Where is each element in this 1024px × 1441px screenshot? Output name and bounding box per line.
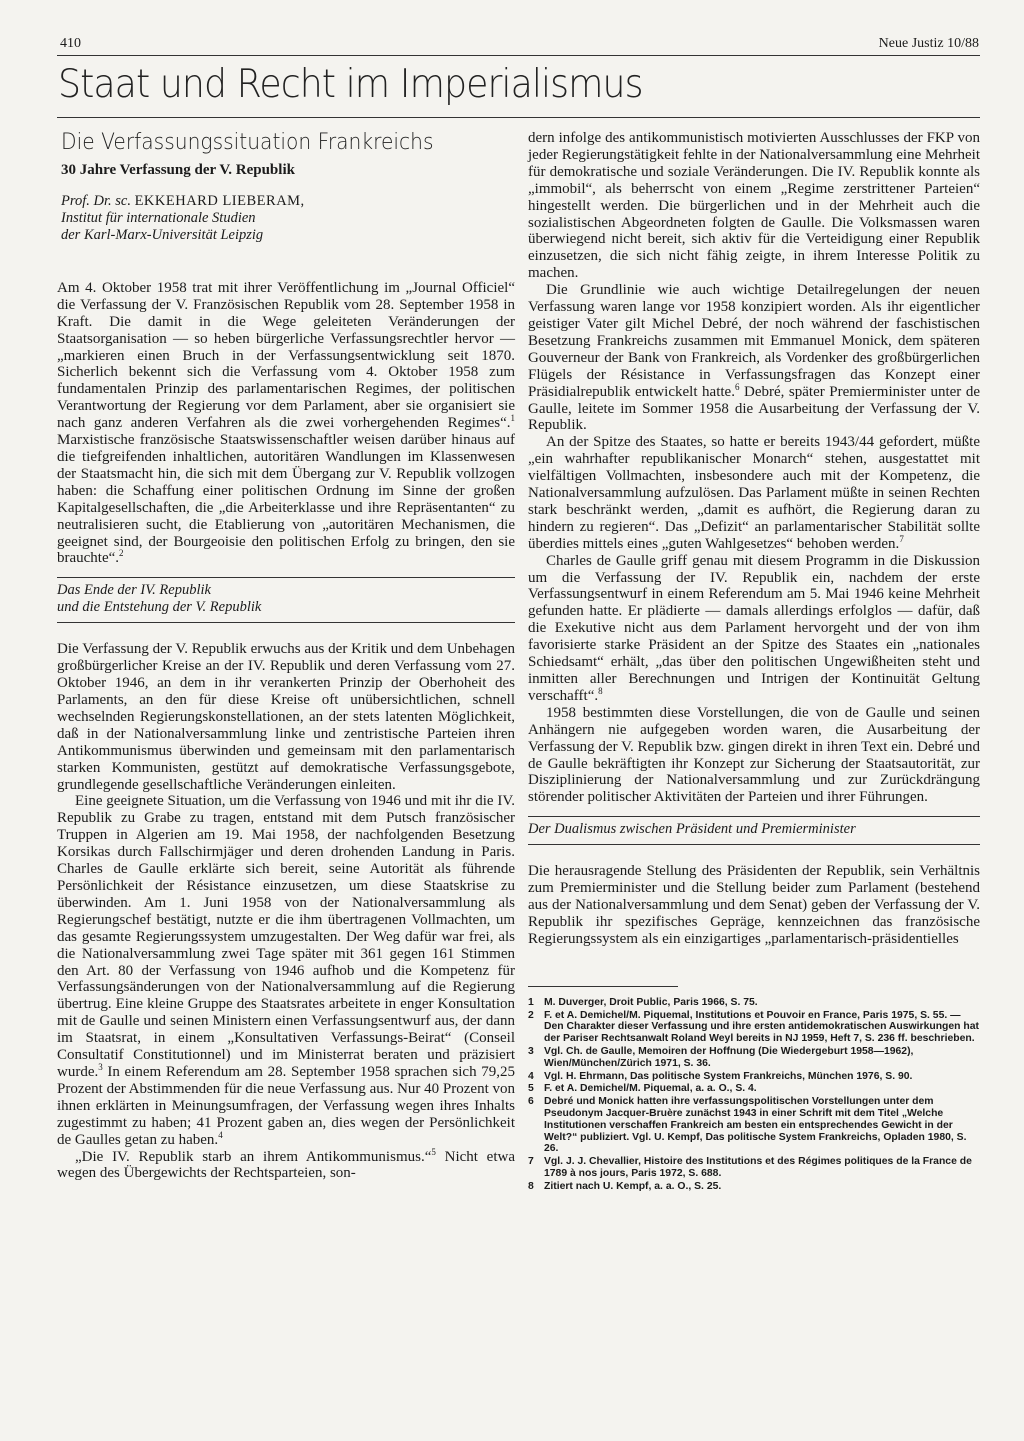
section-heading: Der Dualismus zwischen Präsident und Premierminister xyxy=(528,816,980,845)
body-paragraph: Charles de Gaulle griff genau mit diesem Programm in die Diskussion um die Verfassung der IV. Republik ein, nachdem der erste Verfassungsentwurf in einem Referendum am 5. Mai 1946 keine Mehrheit gefunden hatte. Er plädierte — damals allerdings erfolglos — dafür, daß die Exekutive nicht aus dem Parlament hervorgeht und der von ihm favorisierte starke Präsident an der Spitze des Staates ein „nationales Schiedsamt“ erhält, „das über den politischen Ungewißheiten steht und inmitten aller Berechnungen und Intrigen der Kontinuität Geltung verschafft“.$^8$ xyxy=(528,552,980,704)
footnote-rule xyxy=(528,986,678,987)
footnote-ref-1: 1 xyxy=(510,413,515,424)
footnote: 8 Zitiert nach U. Kempf, a. a. O., S. 25. xyxy=(528,1180,722,1192)
body-paragraph: „Die IV. Republik starb an ihrem Antikommunismus.“$^5$ Nicht etwa wegen des Übergewichts der Rechtsparteien, son- xyxy=(57,1146,515,1182)
author-name: EKKEHARD LIEBERAM, xyxy=(134,192,305,209)
right-column xyxy=(528,130,980,1194)
footnote: 7 Vgl. J. J. Chevallier, Histoire des Institutions et des Régimes politiques de la France de 1789 à nos jours, Paris 1972, S. 688. xyxy=(528,1156,972,1179)
author-institute: Institut für internationale Studien xyxy=(61,209,256,226)
title-rule xyxy=(57,117,980,118)
footnote: 2 F. et A. Demichel/M. Piquemal, Institutions et Pouvoir en France, Paris 1975, S. 55. — Den Charakter dieser Verfassung und ihre ersten antidemokratischen Auswirkungen hat der Pariser Rechtsanwalt Roland Weyl bereits in NJ 1959, Heft 7, S. 236 ff. beschrieben. xyxy=(528,1009,979,1045)
header-rule xyxy=(57,55,980,56)
author-prefix: Prof. Dr. sc. xyxy=(61,192,131,209)
intro-paragraph: Am 4. Oktober 1958 trat mit ihrer Veröffentlichung im „Journal Officiel“ die Verfassung der V. Französischen Republik vom 28. September 1958 in Kraft. Die damit in die Wege geleiteten Veränderungen der Staatsorganisation — so heben bürgerliche Verfassungsrechtler hervor — „markieren einen Bruch in der Verfassungsentwicklung seit 1870. Sicherlich bekennt sich die Verfassung vom 4. Oktober 1958 zum fundamentalen Prinzip des parlamentarischen Regimes, der politischen Verantwortung der Regierung vor dem Parlament, aber sie organisiert sie nach ganz anderen Verfahren als die zwei vorhergehenden Regimes“.$^1$ Marxistische französische Staatswissenschaftler weisen darüber hinaus auf die tiefgreifenden inhaltlichen, autoritären Wandlungen im Klassenwesen der Staatsmacht hin, die sich mit dem Übergang zur V. Republik vollzogen haben: die Schaffung einer politischen Ordnung im Sinne der großen Kapitalgesellschaften, die „die Arbeiterklasse und ihre Repräsentanten“ zu neutralisieren sucht, die Etablierung von „autoritären Mechanismen, die geeignet sind, der Bourgeoisie den politischen Erfolg zu bringen, den sie brauchte“.$^2$ xyxy=(57,279,515,567)
footnote-ref-5: 5 xyxy=(431,1146,436,1157)
footnote-ref-2: 2 xyxy=(119,548,124,559)
left-column xyxy=(57,130,515,1182)
footnote-ref-4: 4 xyxy=(218,1129,223,1140)
body-paragraph: An der Spitze des Staates, so hatte er bereits 1943/44 gefordert, müßte „ein wahrhafter republikanischer Monarch“ stehen, ausgestattet mit vielfältigen Vollmachten, insbesondere auch mit der Kompetenz, die Nationalversammlung aufzulösen. Das Parlament müßte in seinen Rechten stark beschränkt werden, „damit es aufhört, die Regierung daran zu hindern zu regieren“. Das „Defizit“ an parlamentarischer Stabilität sollte überdies mittels eines „guten Wahlgesetzes“ behoben werden.$^7$ xyxy=(528,434,980,552)
page-number: 410 xyxy=(60,36,81,51)
body-paragraph: 1958 bestimmten diese Vorstellungen, die von de Gaulle und seinen Anhängern nie aufgegeben worden waren, die Ausarbeitung der Verfassung der V. Republik bzw. gingen direkt in ihren Text ein. Debré und de Gaulle bekräftigten ihr Konzept zur Sicherung der Staatsautorität, zur Disziplinierung der Nationalversammlung und zur Zurückdrängung störender politischer Aktivitäten der Parteien und ihrer Führungen. xyxy=(528,704,980,806)
footnote: 4 Vgl. H. Ehrmann, Das politische System Frankreichs, München 1976, S. 90. xyxy=(528,1070,913,1082)
body-paragraph: dern infolge des antikommunistisch motivierten Ausschlusses der FKP von jeder Regierungstätigkeit fehlte in der Nationalversammlung eine Mehrheit für demokratische und soziale Veränderungen. Die IV. Republik konnte als „immobil“, als beherrscht von einem „Regime zerstrittener Parteien“ hingestellt werden. Die bürgerlichen und in der Mehrheit auch die sozialistischen Abgeordneten folgten de Gaulle. Die Volksmassen waren überwiegend nicht bereit, sich aktiv für die Verteidigung einer Republik einzusetzen, die sich nicht fähig zeigte, in ihrem Interesse Politik zu machen. xyxy=(528,130,980,282)
footnote-ref-8: 8 xyxy=(598,685,603,696)
article-title: Die Verfassungssituation Frankreichs xyxy=(61,130,434,155)
section-heading: Das Ende der IV. Republik und die Entstehung der V. Republik xyxy=(57,577,515,623)
body-paragraph: Die Verfassung der V. Republik erwuchs aus der Kritik und dem Unbehagen großbürgerlicher Kreise an der IV. Republik und deren Verfassung vom 27. Oktober 1946, an dem in ihr verankerten Prinzip der Oberhoheit des Parlaments, an den für diese Kreise oft unübersichtlichen, schnell wechselnden Regierungskonstellationen, an der stets latenten Möglichkeit, daß in der Nationalversammlung linke und zentristische Parteien ihren Antikommunismus überwinden und gemeinsam mit den parlamentarisch starken Kommunisten, gestützt auf demokratische Verfassungsgebote, grundlegende gesellschaftliche Veränderungen einleiten. xyxy=(57,641,515,793)
body-paragraph: Die Grundlinie wie auch wichtige Detailregelungen der neuen Verfassung waren lange vor 1958 konzipiert worden. Als ihr eigentlicher geistiger Vater gilt Michel Debré, der noch während der faschistischen Besetzung Frankreichs zusammen mit Emmanuel Monick, dem späteren Gouverneur der Bank von Frankreich, als Vordenker des großbürgerlichen Flügels der Résistance in Verfassungsfragen das Konzept einer Präsidialrepublik entwickelt hatte.$^6$ Debré, später Premierminister unter de Gaulle, leitete im Sommer 1958 die Ausarbeitung der Verfassung der V. Republik. xyxy=(528,282,980,434)
author-university: der Karl-Marx-Universität Leipzig xyxy=(61,226,264,243)
section-title: Staat und Recht im Imperialismus xyxy=(58,62,643,107)
article-kicker: 30 Jahre Verfassung der V. Republik xyxy=(61,162,295,178)
footnote-ref-6: 6 xyxy=(734,381,740,392)
author-block xyxy=(61,193,515,244)
journal-issue: Neue Justiz 10/88 xyxy=(878,36,979,51)
footnotes xyxy=(528,997,980,1193)
footnote-ref-3: 3 xyxy=(98,1061,103,1072)
footnote: 5 F. et A. Demichel/M. Piquemal, a. a. O., S. 4. xyxy=(528,1083,757,1095)
footnote: 3 Vgl. Ch. de Gaulle, Memoiren der Hoffnung (Die Wiedergeburt 1958—1962), Wien/München/Zürich 1971, S. 36. xyxy=(528,1045,914,1069)
footnote: 6 Debré und Monick hatten ihre verfassungspolitischen Vorstellungen unter dem Pseudonym Jacquer-Bruère zunächst 1943 in einer Schrift mit dem Titel „Welche Institutionen verschaffen Frankreich am besten ein entsprechendes Gewicht in der Welt?“ publiziert. Vgl. U. Kempf, Das politische System Frankreichs, Opladen 1980, S. 26. xyxy=(528,1096,967,1155)
footnote-ref-7: 7 xyxy=(899,533,904,544)
body-paragraph: Eine geeignete Situation, um die Verfassung von 1946 und mit ihr die IV. Republik zu Grabe zu tragen, entstand mit dem Putsch französischer Truppen in Algerien am 19. Mai 1958, der nachfolgenden Besetzung Korsikas durch Fallschirmjäger und deren drohenden Landung in Paris. Charles de Gaulle erklärte sich bereit, seine Autorität als führende Persönlichkeit der Résistance einzusetzen, um diese Staatskrise zu überwinden. Am 1. Juni 1958 von der Nationalversammlung als Regierungschef bestätigt, nutzte er die ihm übertragenen Vollmachten, um das gesamte Regierungssystem umzugestalten. Der Weg dafür war frei, als die Nationalversammlung zwei Tage später mit 361 gegen 161 Stimmen den Art. 80 der Verfassung von 1946 aufhob und die Kompetenz für Verfassungsänderungen von der Nationalversammlung auf die Regierung übertrug. Eine kleine Gruppe des Staatsrates arbeitete in enger Konsultation mit de Gaulle und seinen Ministern einen Verfassungsentwurf aus, der dann im Staatsrat, in einem „Konsultativen Verfassungs-Beirat“ (Conseil Consultatif Constitutionnel) und im Ministerrat beraten und präzisiert wurde.$^3$ In einem Referendum am 28. September 1958 sprachen sich 79,25 Prozent der Abstimmenden für die neue Verfassung aus. Nur 40 Prozent von ihnen erklärten in Meinungsumfragen, der Verfassung wegen ihres Inhalts zugestimmt zu haben; 41 Prozent gaben an, dies wegen der Persönlichkeit de Gaulles getan zu haben.$^4$ xyxy=(57,793,515,1148)
body-paragraph: Die herausragende Stellung des Präsidenten der Republik, sein Verhältnis zum Premierminister und die Stellung beider zum Parlament (bestehend aus der Nationalversammlung und dem Senat) geben der Verfassung der V. Republik ihr spezifisches Gepräge, kennzeichnen das französische Regierungssystem als ein einzigartiges „parlamentarisch-präsidentielles xyxy=(528,863,980,947)
footnote: 1 M. Duverger, Droit Public, Paris 1966, S. 75. xyxy=(528,996,758,1008)
